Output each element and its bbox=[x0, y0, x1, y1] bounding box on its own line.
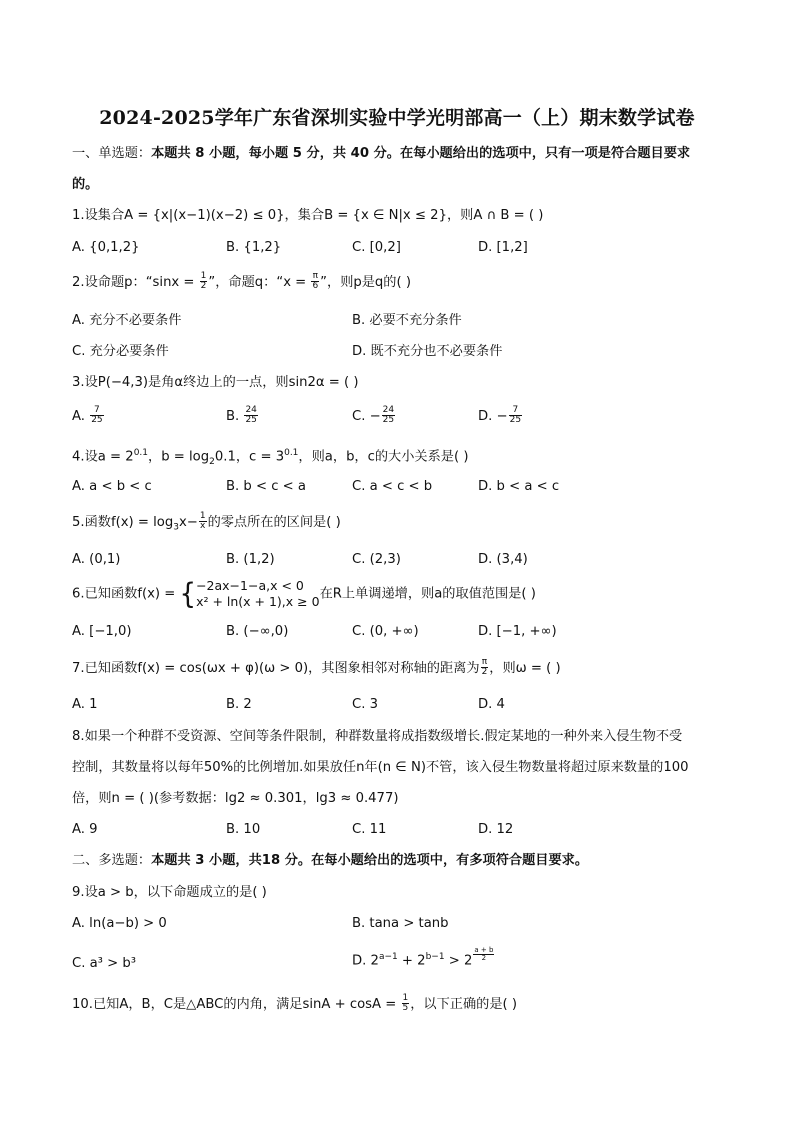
question-5-stem: 5.函数$f(x) = \log_3x-$ $\frac{1}{x}$ 的零点所在的区间是( ) bbox=[72, 511, 341, 533]
q4-option-b: B. b < c < a bbox=[226, 479, 307, 494]
q3-option-d: D. − $\frac{7}{25}$ bbox=[478, 405, 522, 426]
question-3-stem: 3.设P(−4,3)是角α终边上的一点，则sin2α = ( ) bbox=[72, 375, 359, 390]
q7-option-d: D. 4 bbox=[478, 697, 505, 712]
q2-option-d: D. 既不充分也不必要条件 bbox=[352, 344, 503, 359]
q9-option-d: D. $2^{a-1} + 2^{b-1} > 2$ $^{\frac{a + b}{2}}$ bbox=[352, 945, 494, 969]
q1-option-b: B. {1,2} bbox=[226, 240, 282, 255]
q2-option-b: B. 必要不充分条件 bbox=[352, 313, 462, 328]
q9-option-c: C. a³ > b³ bbox=[72, 956, 137, 971]
q1-option-d: D. [1,2] bbox=[478, 240, 528, 255]
exam-title: 2024-2025学年广东省深圳实验中学光明部高一（上）期末数学试卷 bbox=[99, 107, 695, 129]
section-1-heading bbox=[72, 146, 690, 162]
q2-option-c: C. 充分必要条件 bbox=[72, 344, 169, 359]
q3-option-b: B. $\frac{24}{25}$ bbox=[226, 405, 257, 426]
q3-option-a: A. $\frac{7}{25}$ bbox=[72, 405, 103, 426]
section-2-lead: 二、多选题： bbox=[72, 853, 152, 868]
q5-option-a: A. (0,1) bbox=[72, 552, 121, 567]
section-1-text: 本题共 8 小题，每小题 5 分，共 40 分。在每小题给出的选项中，只有一项是符合题目要求 bbox=[151, 146, 691, 161]
question-9-stem: 9.设a > b，以下命题成立的是( ) bbox=[72, 885, 267, 900]
q7-option-a: A. 1 bbox=[72, 697, 98, 712]
q9-option-a: A. ln(a−b) > 0 bbox=[72, 916, 167, 931]
question-1-stem: 1.设集合A = {x|(x−1)(x−2) ≤ 0}，集合B = {x ∈ N|x ≤ 2}，则A ∩ B = ( ) bbox=[72, 208, 544, 223]
q8-option-a: A. 9 bbox=[72, 822, 98, 837]
left-brace-icon: { bbox=[179, 577, 197, 611]
q2-fraction-1: $\frac{1}{2}$ bbox=[200, 271, 207, 292]
q5-option-b: B. (1,2) bbox=[226, 552, 275, 567]
question-7-stem: 7.已知函数f(x) = cos(ωx + φ)(ω > 0)，其图象相邻对称轴的距离为 $\frac{\pi}{2}$ ，则ω = ( ) bbox=[72, 657, 561, 678]
q5-option-d: D. (3,4) bbox=[478, 552, 528, 567]
q1-option-c: C. [0,2] bbox=[352, 240, 401, 255]
question-8-line-1: 8.如果一个种群不受资源、空间等条件限制，种群数量将成指数级增长.假定某地的一种外来入侵生物不受 bbox=[72, 729, 683, 744]
section-1-lead: 一、单选题： bbox=[72, 146, 152, 161]
q2-stem-part: ”，则p是q的( ) bbox=[320, 274, 411, 290]
q6-option-c: C. (0, +∞) bbox=[352, 624, 419, 639]
q4-option-a: A. a < b < c bbox=[72, 479, 152, 494]
q7-option-b: B. 2 bbox=[226, 697, 252, 712]
q10-fraction: $\frac{1}{5}$ bbox=[402, 993, 409, 1014]
question-8-line-2: 控制，其数量将以每年50%的比例增加.如果放任n年(n ∈ N)不管，该入侵生物数量将超过原来数量的100 bbox=[72, 760, 689, 775]
section-1-heading-cont: 的。 bbox=[72, 177, 99, 192]
question-10-stem: 10.已知A，B，C是△ABC的内角，满足sinA + cosA = $\frac{1}{5}$ ，以下正确的是( ) bbox=[72, 993, 518, 1014]
question-8-line-3: 倍，则n = ( )(参考数据：lg2 ≈ 0.301，lg3 ≈ 0.477) bbox=[72, 791, 399, 806]
q6-option-b: B. (−∞,0) bbox=[226, 624, 289, 639]
q1-option-a: A. {0,1,2} bbox=[72, 240, 140, 255]
section-2-text: 本题共 3 小题，共18 分。在每小题给出的选项中，有多项符合题目要求。 bbox=[151, 853, 589, 868]
q8-option-d: D. 12 bbox=[478, 822, 514, 837]
q7-fraction: $\frac{\pi}{2}$ bbox=[481, 657, 488, 678]
q4-option-c: C. a < c < b bbox=[352, 479, 433, 494]
q2-stem-part: 2.设命题p：“sinx = bbox=[72, 274, 199, 290]
q2-fraction-2: $\frac{\pi}{6}$ bbox=[312, 271, 319, 292]
question-2-stem bbox=[72, 272, 411, 292]
q4-option-d: D. b < a < c bbox=[478, 479, 560, 494]
q2-option-a: A. 充分不必要条件 bbox=[72, 313, 182, 328]
q5-fraction: $\frac{1}{x}$ bbox=[199, 511, 206, 532]
section-2-heading bbox=[72, 853, 588, 869]
q8-option-c: C. 11 bbox=[352, 822, 387, 837]
q8-option-b: B. 10 bbox=[226, 822, 261, 837]
q6-option-d: D. [−1, +∞) bbox=[478, 624, 557, 639]
question-4-stem: 4.设$a = 2^{0.1}$，$b = \log_20.1$，$c = 3^{0.1}$，则a，b，c的大小关系是( ) bbox=[72, 448, 469, 468]
q7-option-c: C. 3 bbox=[352, 697, 378, 712]
q2-stem-part: ”，命题q：“x = bbox=[208, 274, 311, 290]
q5-option-c: C. (2,3) bbox=[352, 552, 401, 567]
q9-option-b: B. tana > tanb bbox=[352, 916, 449, 931]
q3-option-c: C. − $\frac{24}{25}$ bbox=[352, 405, 395, 426]
q6-option-a: A. [−1,0) bbox=[72, 624, 132, 639]
question-6-stem: 6.已知函数f(x) = { −2ax−1−a,x < 0 x² + ln(x + 1),x ≥ 0 在R上单调递增，则a的取值范围是( ) bbox=[72, 577, 536, 611]
q6-piecewise-cases: −2ax−1−a,x < 0 x² + ln(x + 1),x ≥ 0 bbox=[196, 578, 320, 609]
